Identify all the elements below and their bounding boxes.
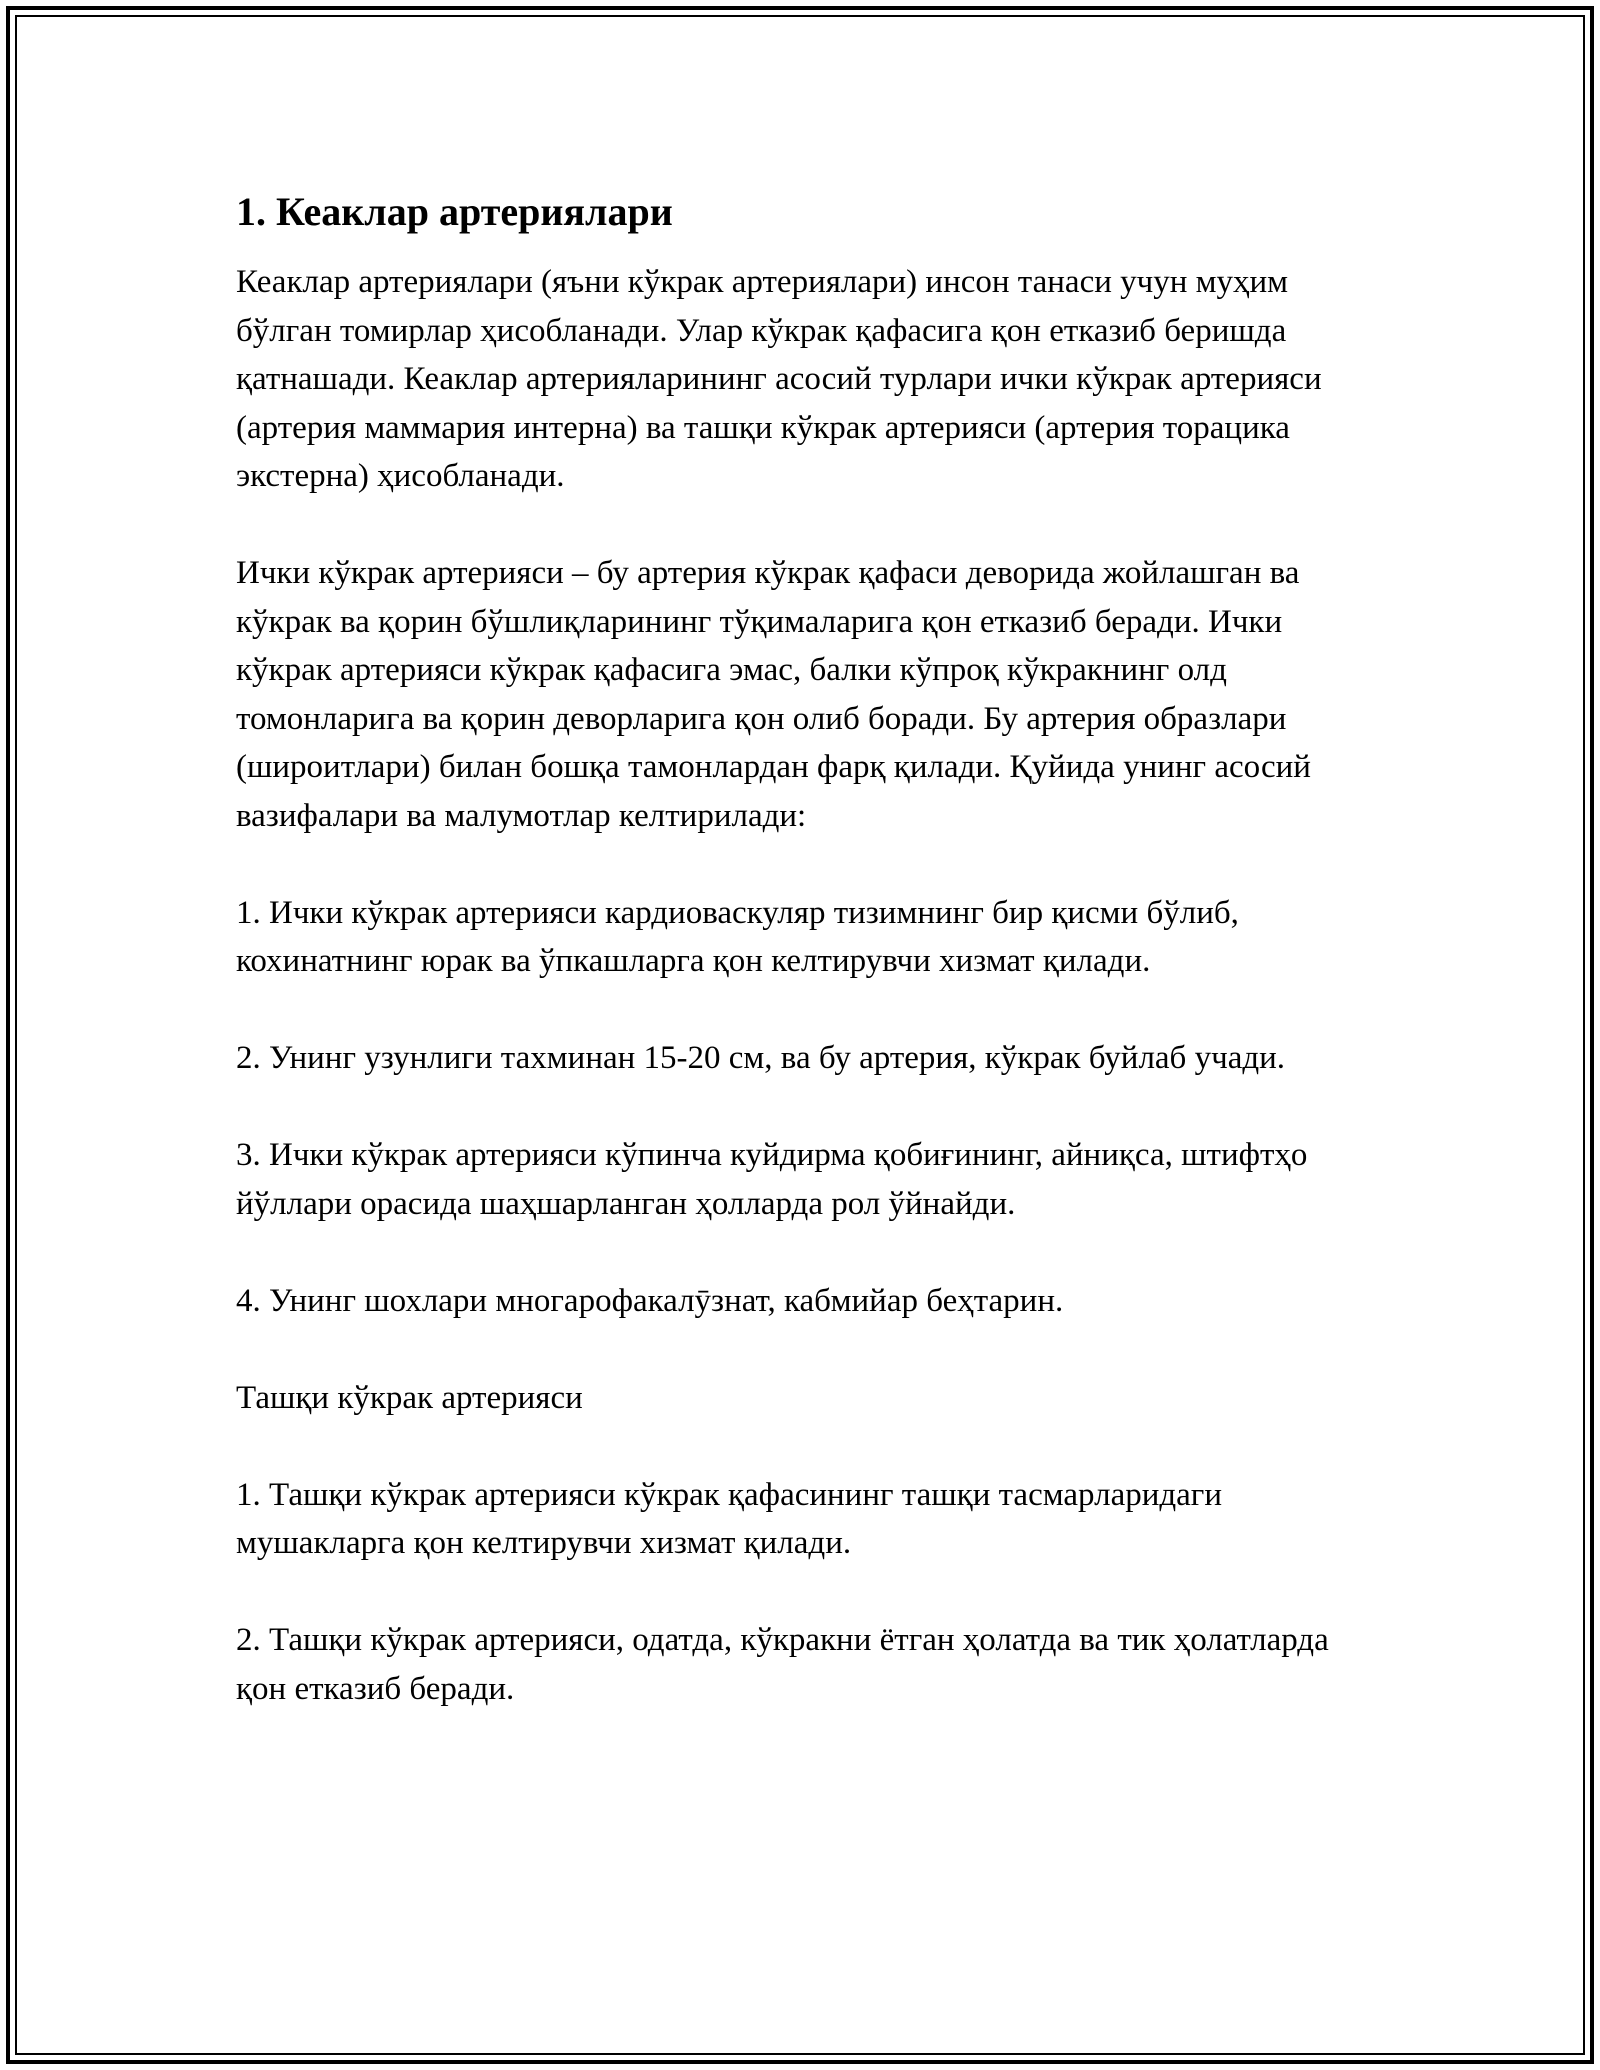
list-item-internal-2: 2. Унинг узунлиги тахминан 15-20 см, ва бу артерия, кўкрак буйлаб учади. xyxy=(236,1040,1286,1076)
document-body xyxy=(236,180,1376,1762)
list-item-internal-3: 3. Ички кўкрак артерияси кўпинча куйдирма қобиғининг, айниқса, штифтҳо йўллари орасида шаҳшарланган ҳолларда рол ўйнайди. xyxy=(236,1137,1308,1222)
list-item-external-2: 2. Ташқи кўкрак артерияси, одатда, кўкракни ётган ҳолатда ва тик ҳолатларда қон етказиб беради. xyxy=(236,1622,1329,1707)
section-heading-external-artery: Ташқи кўкрак артерияси xyxy=(236,1379,583,1416)
document-title: 1. Кеаклар артериялари xyxy=(236,189,673,234)
paragraph-intro: Кеаклар артериялари (яъни кўкрак артериялари) инсон танаси учун муҳим бўлган томирлар ҳисобланади. Улар кўкрак қафасига қон етказиб беришда қатнашади. Кеаклар артерияларининг асосий турлари ички кўкрак артерияси (артерия маммария интерна) ва ташқи кўкрак артерияси (артерия торацика экстерна) ҳисобланади. xyxy=(236,264,1322,494)
paragraph-internal-artery: Ички кўкрак артерияси – бу артерия кўкрак қафаси деворида жойлашган ва кўкрак ва қорин бўшлиқларининг тўқималарига қон етказиб беради. Ички кўкрак артерияси кўкрак қафасига эмас, балки кўпроқ кўкракнинг олд томонларига ва қорин деворларига қон олиб боради. Бу артерия образлари (широитлари) билан бошқа тамонлардан фарқ қилади. Қуйида унинг асосий вазифалари ва малумотлар келтирилади: xyxy=(236,555,1311,834)
list-item-external-1: 1. Ташқи кўкрак артерияси кўкрак қафасининг ташқи тасмарларидаги мушакларга қон келтирувчи хизмат қилади. xyxy=(236,1476,1223,1561)
list-item-internal-1: 1. Ички кўкрак артерияси кардиоваскуляр тизимнинг бир қисми бўлиб, кохинатнинг юрак ва ўпкашларга қон келтирувчи хизмат қилади. xyxy=(236,894,1239,979)
list-item-internal-4: 4. Унинг шохлари многарофакалӯзнат, кабмийар беҳтарин. xyxy=(236,1282,1064,1319)
